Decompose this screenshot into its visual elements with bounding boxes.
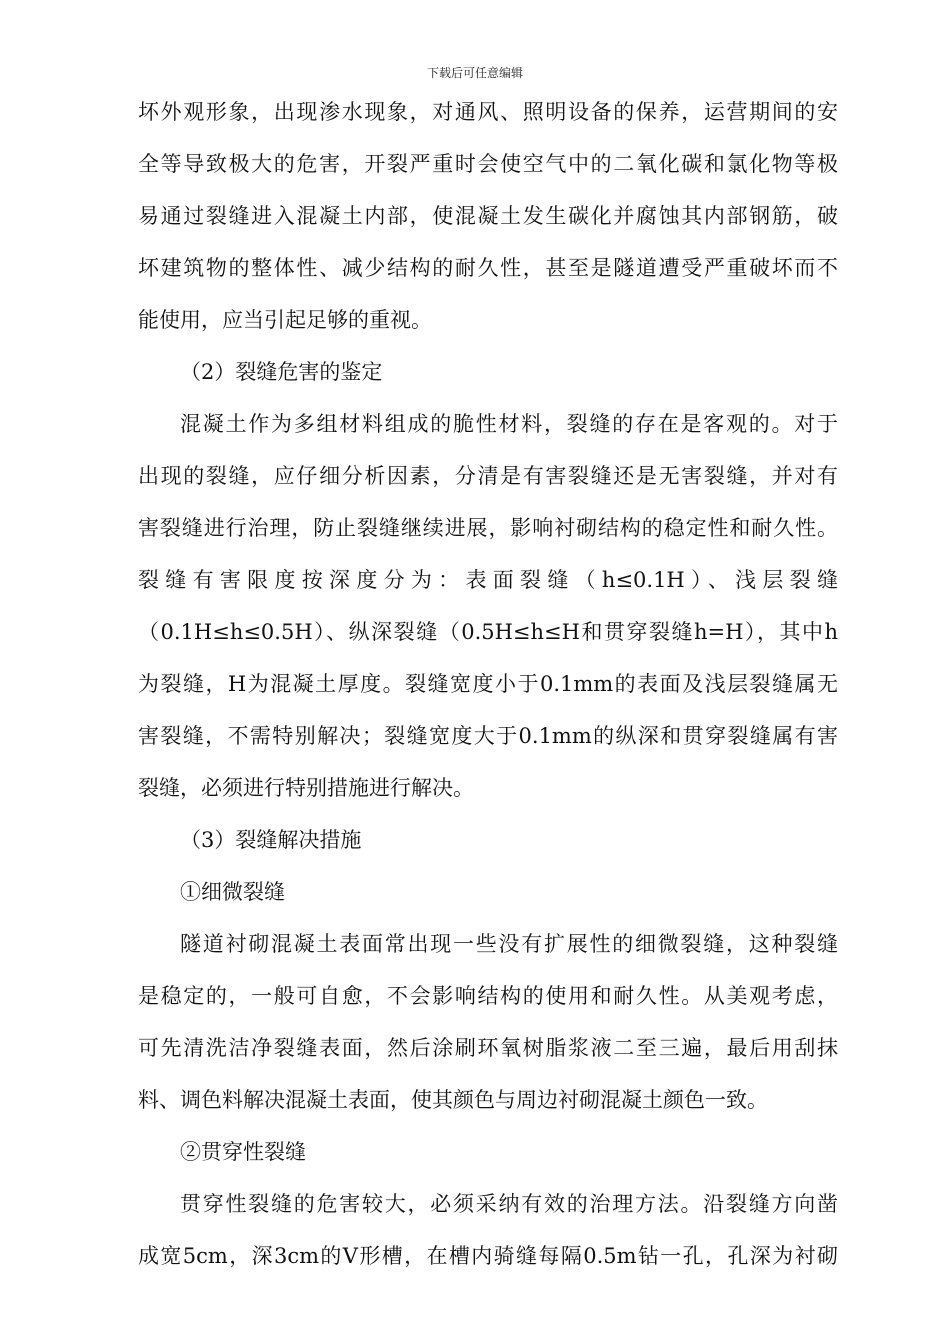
- paragraph-line: 可先清洗洁净裂缝表面，然后涂刷环氧树脂浆液二至三遍，最后用刮抹: [138, 1036, 838, 1060]
- paragraph-line: 坏建筑物的整体性、减少结构的耐久性，甚至是隧道遭受严重破坏而不: [138, 256, 838, 280]
- subsection-heading: ②贯穿性裂缝: [180, 1140, 306, 1164]
- paragraph-line: 是稳定的，一般可自愈，不会影响结构的使用和耐久性。从美观考虑，: [138, 984, 838, 1008]
- paragraph-line: 成宽5cm，深3cm的V形槽，在槽内骑缝每隔0.5m钻一孔，孔深为衬砌: [138, 1244, 838, 1268]
- page-header: 下载后可任意编辑: [426, 66, 523, 80]
- paragraph-line: 贯穿性裂缝的危害较大，必须采纳有效的治理方法。沿裂缝方向凿: [180, 1192, 838, 1216]
- subsection-heading: ①细微裂缝: [180, 880, 285, 904]
- paragraph-line: 混凝土作为多组材料组成的脆性材料，裂缝的存在是客观的。对于: [180, 412, 838, 436]
- paragraph-line: 能使用，应当引起足够的重视。: [138, 308, 432, 332]
- paragraph-line: 全等导致极大的危害，开裂严重时会使空气中的二氧化碳和氯化物等极: [138, 152, 838, 176]
- paragraph-line: 害裂缝进行治理，防止裂缝继续进展，影响衬砌结构的稳定性和耐久性。: [138, 516, 838, 540]
- paragraph-line: 出现的裂缝，应仔细分析因素，分清是有害裂缝还是无害裂缝，并对有: [138, 464, 838, 488]
- paragraph-line: 隧道衬砌混凝土表面常出现一些没有扩展性的细微裂缝，这种裂缝: [180, 932, 838, 956]
- section-heading: （2）裂缝危害的鉴定: [180, 360, 383, 384]
- paragraph-line: 为裂缝，H为混凝土厚度。裂缝宽度小于0.1mm的表面及浅层裂缝属无: [138, 672, 838, 696]
- paragraph-line: 易通过裂缝进入混凝土内部，使混凝土发生碳化并腐蚀其内部钢筋，破: [138, 204, 838, 228]
- paragraph-line: 裂缝有害限度按深度分为：表面裂缝（h≤0.1H）、浅层裂缝: [138, 568, 838, 592]
- paragraph-line: 裂缝，必须进行特别措施进行解决。: [138, 776, 474, 800]
- paragraph-line: 害裂缝，不需特别解决；裂缝宽度大于0.1mm的纵深和贯穿裂缝属有害: [138, 724, 838, 748]
- paragraph-line: 坏外观形象，出现渗水现象，对通风、照明设备的保养，运营期间的安: [138, 100, 838, 124]
- paragraph-line: （0.1H≤h≤0.5H）、纵深裂缝（0.5H≤h≤H和贯穿裂缝h=H），其中h: [138, 620, 838, 644]
- paragraph-line: 料、调色料解决混凝土表面，使其颜色与周边衬砌混凝土颜色一致。: [138, 1088, 768, 1112]
- section-heading: （3）裂缝解决措施: [180, 828, 362, 852]
